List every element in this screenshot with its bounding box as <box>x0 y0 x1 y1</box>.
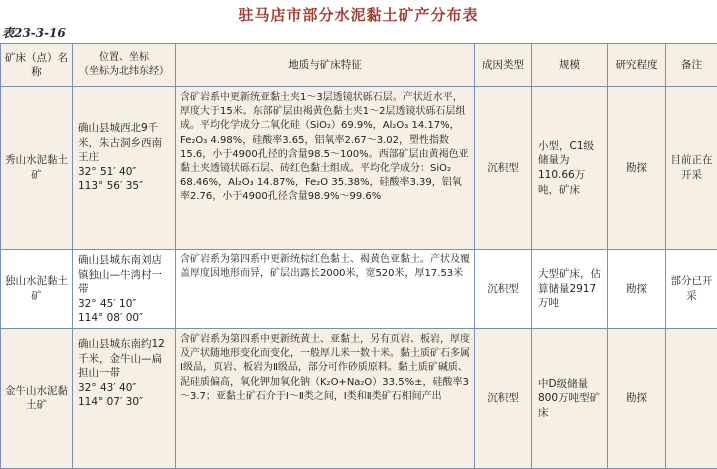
coordinate-lon: 114° 07′ 30″ <box>78 395 171 410</box>
location-text: 确山县城西北9千米，朱古洞乡西南王庄 <box>78 121 171 165</box>
deposit-research: 勘探 <box>608 250 666 329</box>
header-name: 矿床（点）名称 <box>1 44 73 87</box>
deposit-scale: 中D级储量800万吨型矿床 <box>532 328 608 468</box>
header-notes: 备注 <box>666 44 717 87</box>
table-title: 驻马店市部分水泥黏土矿产分布表 <box>0 4 717 25</box>
header-genesis: 成因类型 <box>475 44 532 87</box>
header-features: 地质与矿床特征 <box>176 44 475 87</box>
deposit-research: 勘探 <box>608 87 666 250</box>
deposit-scale: 小型，C1级储量为110.66万吨，矿床 <box>532 87 608 250</box>
header-location-line2: （坐标为北纬东经） <box>79 66 169 77</box>
deposit-table <box>0 43 717 469</box>
location-text: 确山县城东南刘店镇独山—牛湾村一带 <box>78 253 171 297</box>
deposit-name: 独山水泥黏土矿 <box>1 250 73 329</box>
coordinate-lon: 113° 56′ 35″ <box>78 179 171 194</box>
deposit-notes: 目前正在开采 <box>666 87 717 250</box>
deposit-location <box>73 87 176 250</box>
deposit-notes: 部分已开采 <box>666 250 717 329</box>
deposit-features: 含矿岩系为第四系中更新统棕红色黏土、褐黄色亚黏土。产状及覆盖厚度因地形而异，矿层出露长2000米，宽520米，厚17.53米 <box>176 250 475 329</box>
coordinate-lon: 114° 08′ 00″ <box>78 311 171 326</box>
deposit-name: 金牛山水泥黏土矿 <box>1 328 73 468</box>
deposit-notes <box>666 328 717 468</box>
table-row <box>1 87 717 250</box>
deposit-features: 含矿岩系为第四系中更新统黄土、亚黏土，另有页岩、板岩，厚度及产状随地形变化而变化，一般厚儿米一数十米。黏土质矿石多属Ⅰ级品，页岩、板岩为Ⅱ级品，部分可作砂质原料。黏土质矿碱质、泥硅质偏高，氧化钾加氧化钠（K₂O+Na₂O）33.5%±，硅酸率3～3.7；亚黏土矿石介于Ⅰ～Ⅱ类之间，Ⅰ类和Ⅱ类矿石相间产出 <box>176 328 475 468</box>
location-text: 确山县城东南约12千米，金牛山—扁担山一带 <box>78 337 171 381</box>
deposit-genesis: 沉积型 <box>475 328 532 468</box>
header-scale: 规模 <box>532 44 608 87</box>
deposit-scale: 大型矿床，估算储量2917万吨 <box>532 250 608 329</box>
header-row <box>1 44 717 87</box>
deposit-research: 勘探 <box>608 328 666 468</box>
header-location-line1: 位置、坐标 <box>99 52 149 63</box>
deposit-name: 秀山水泥黏土矿 <box>1 87 73 250</box>
deposit-genesis: 沉积型 <box>475 87 532 250</box>
coordinate-lat: 32° 51′ 40″ <box>78 165 171 180</box>
coordinate-lat: 32° 45′ 10″ <box>78 297 171 312</box>
deposit-location <box>73 250 176 329</box>
deposit-location <box>73 328 176 468</box>
coordinate-lat: 32° 43′ 40″ <box>78 381 171 396</box>
header-research: 研究程度 <box>608 44 666 87</box>
table-number: 表23-3-16 <box>2 24 66 41</box>
deposit-genesis: 沉积型 <box>475 250 532 329</box>
header-location <box>73 44 176 87</box>
table-row <box>1 250 717 329</box>
deposit-features: 含矿岩系中更新统亚黏土夹1～3层透镜状砾石层。产状近水平，厚度大于15米。东部矿层由褐黄色黏土夹1～2层透镜状砾石层组成。平均化学成分二氧化硅（SiO₂）69.9%，Al₂O₃ 14.17%，Fe₂O₃ 4.98%，硅酸率3.65，铝氧率2.67～3.02，塑性指数15.6，小于4900孔径的含量98.5～100%。西部矿层由黄褐色亚黏土夹透镜状砾石层、砖红色黏土组成。平均化学成分：SiO₂ 68.46%，Al₂O₃ 14.87%，Fe₂O 35.38%，硅酸率3.39，铝氧率2.76，小于4900孔径含量98.9%～99.6% <box>176 87 475 250</box>
table-row <box>1 328 717 468</box>
